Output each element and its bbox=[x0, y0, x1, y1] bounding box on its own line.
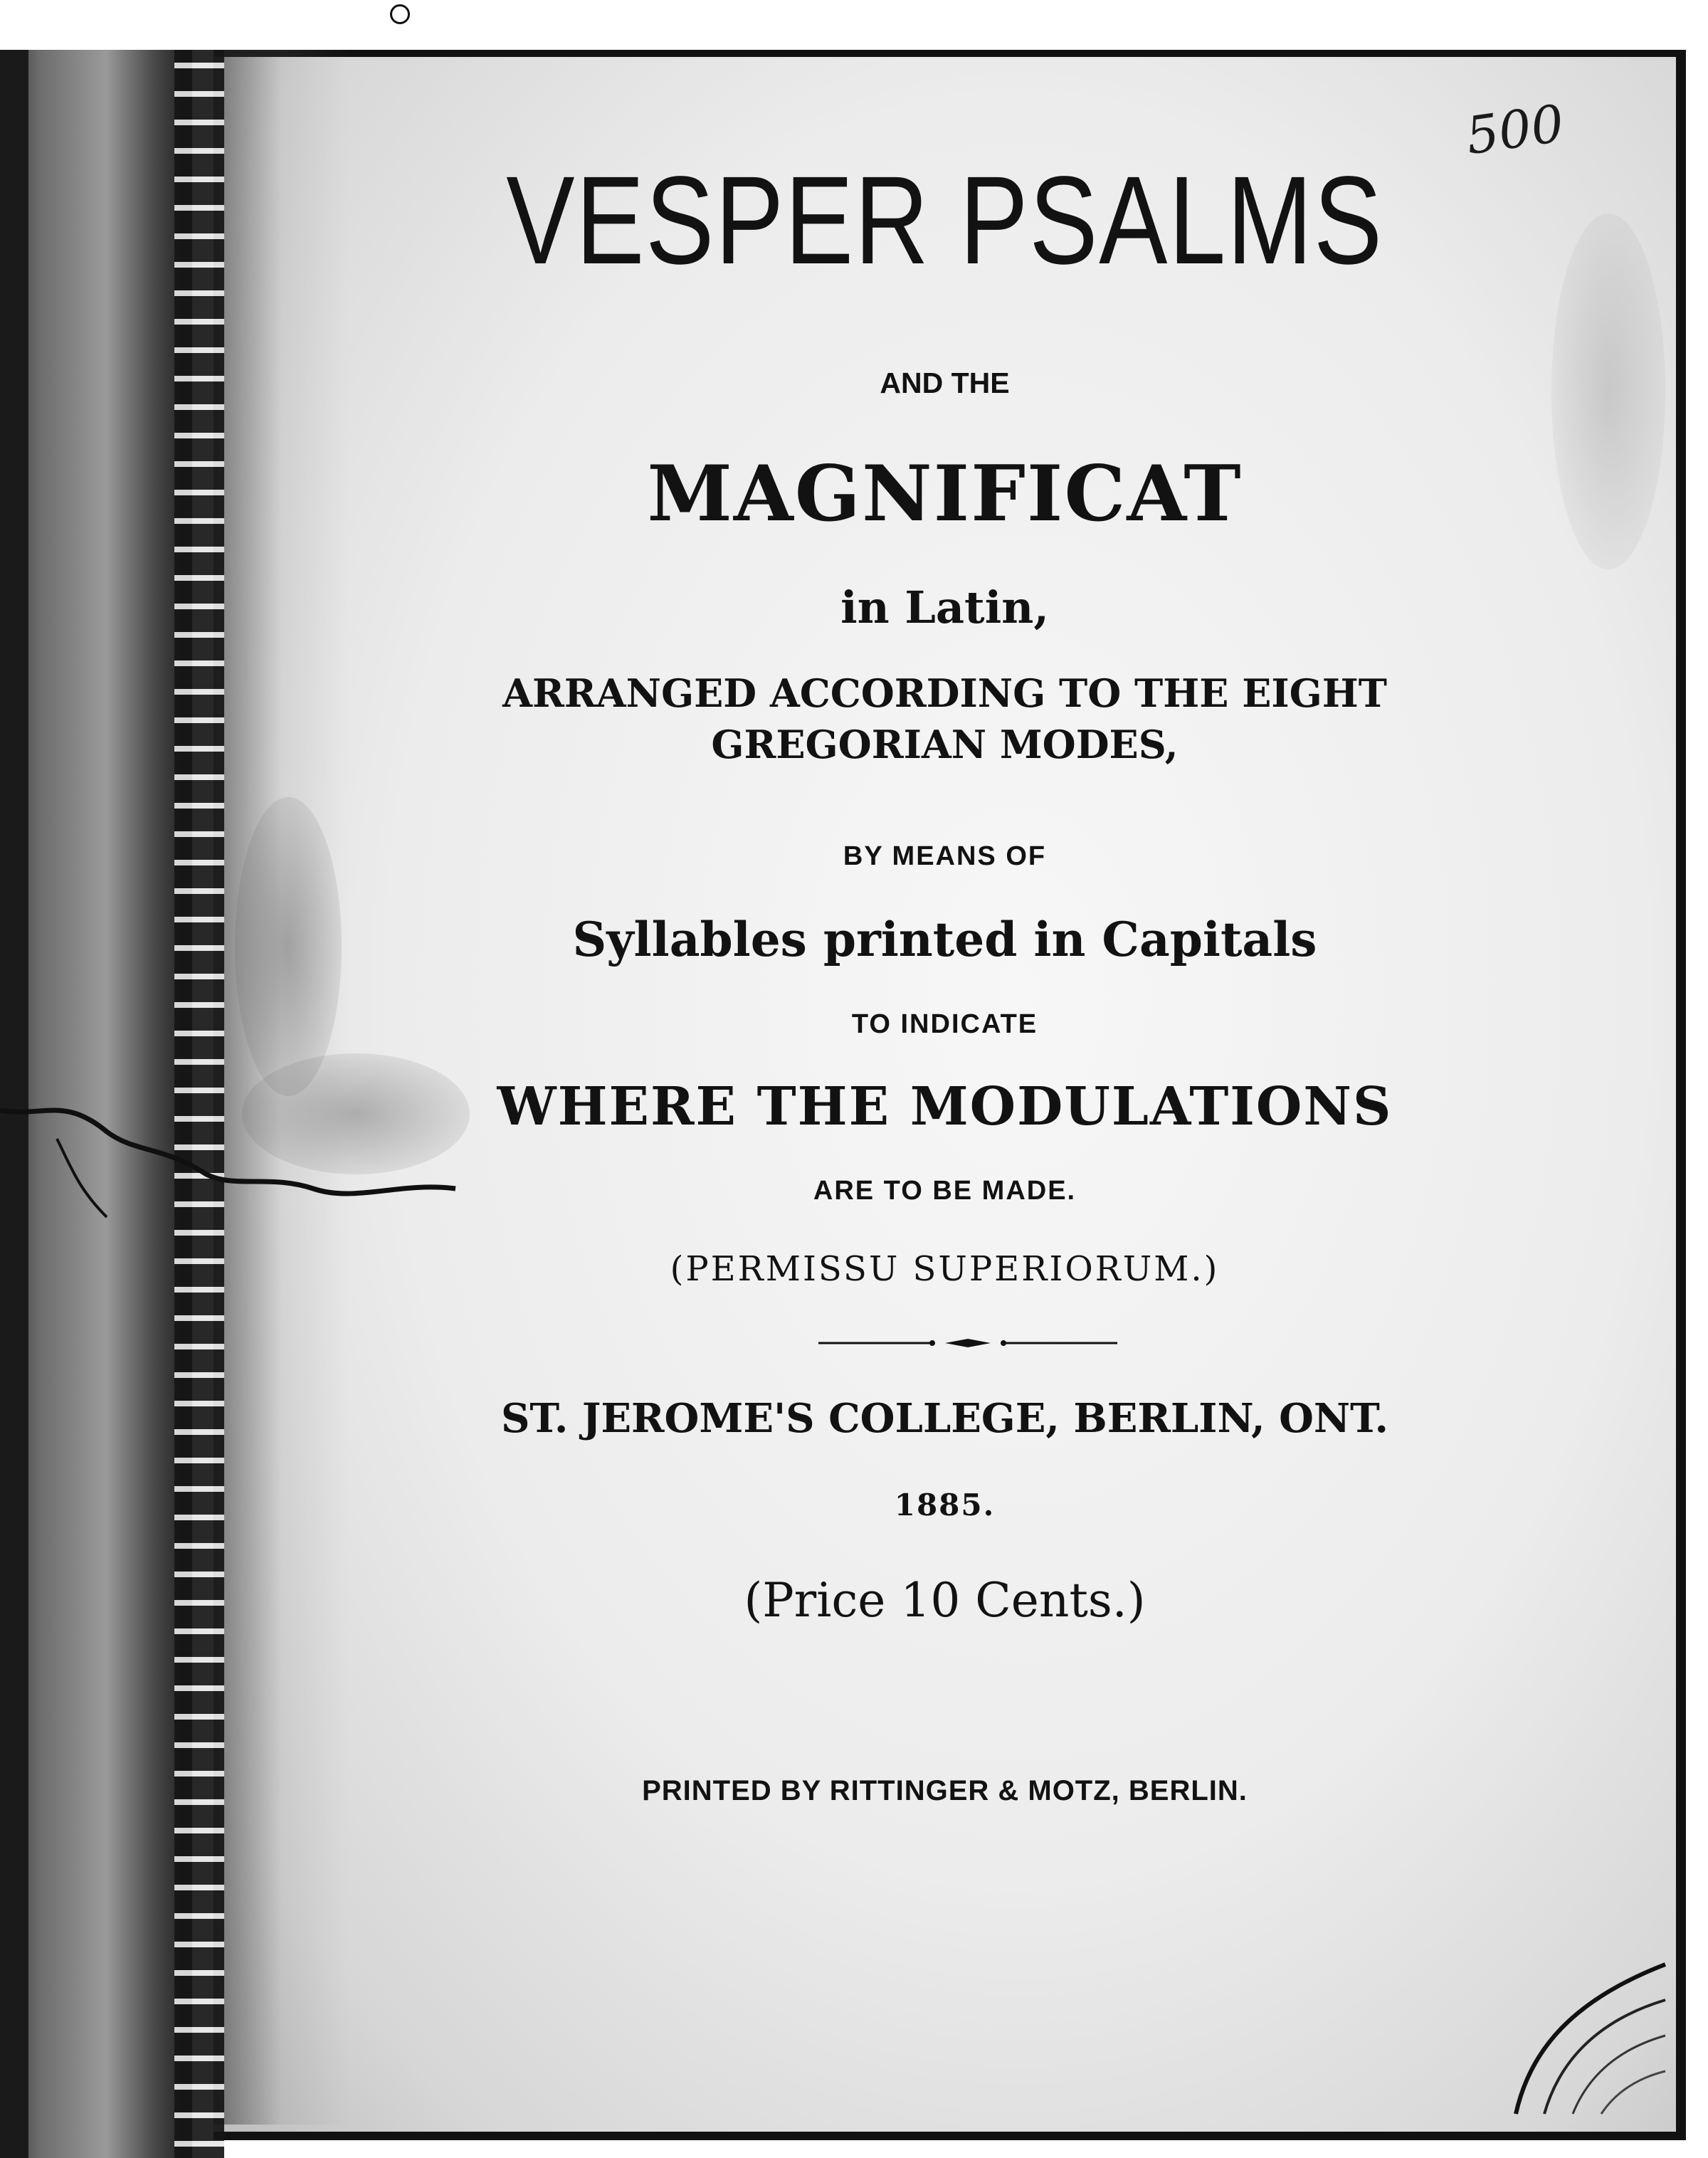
scan-border bbox=[0, 0, 1708, 50]
to-indicate-label: TO INDICATE bbox=[851, 1009, 1038, 1039]
title-vesper-psalms: VESPER PSALMS bbox=[506, 151, 1383, 290]
title-magnificat: MAGNIFICAT bbox=[647, 449, 1243, 539]
college-line: ST. JEROME'S COLLEGE, BERLIN, ONT. bbox=[500, 1395, 1389, 1442]
year-line: 1885. bbox=[894, 1488, 996, 1522]
punch-hole-icon bbox=[390, 4, 410, 24]
price-line: (Price 10 Cents.) bbox=[744, 1573, 1146, 1628]
where-modulations-line: WHERE THE MODULATIONS bbox=[497, 1076, 1393, 1137]
handwritten-annotation: 500 bbox=[1462, 93, 1568, 167]
permissu-line: (PERMISSU SUPERIORUM.) bbox=[670, 1249, 1220, 1289]
arranged-line-2: GREGORIAN MODES, bbox=[711, 722, 1179, 767]
in-latin-label: in Latin, bbox=[840, 581, 1049, 633]
are-to-be-made-label: ARE TO BE MADE. bbox=[813, 1176, 1077, 1206]
and-the-label: AND THE bbox=[880, 367, 1010, 399]
page-corner-curl bbox=[1502, 1922, 1672, 2121]
arranged-line-1: ARRANGED ACCORDING TO THE EIGHT bbox=[502, 670, 1387, 716]
printer-line: PRINTED BY RITTINGER & MOTZ, BERLIN. bbox=[642, 1775, 1248, 1806]
by-means-of-label: BY MEANS OF bbox=[843, 841, 1047, 871]
syllables-line: Syllables printed in Capitals bbox=[572, 912, 1317, 967]
ornamental-divider bbox=[818, 1338, 1117, 1348]
